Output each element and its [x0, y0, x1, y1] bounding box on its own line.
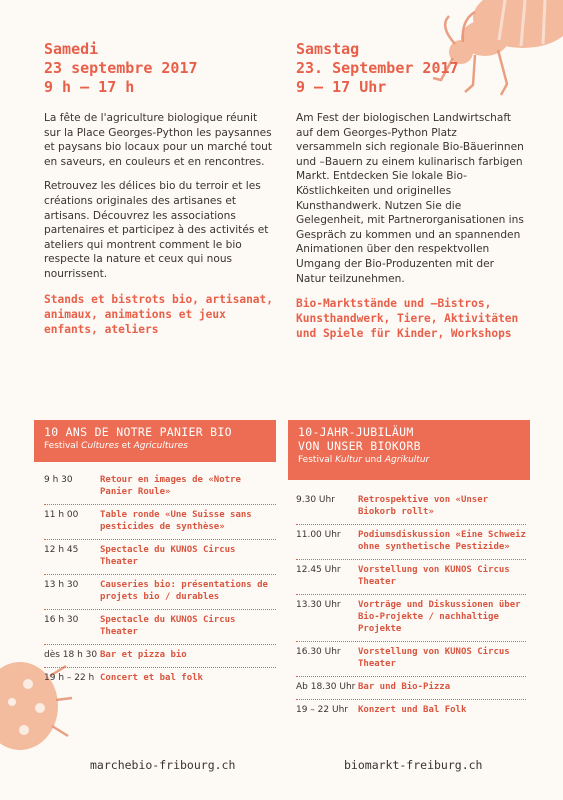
right-program-header: [288, 420, 530, 480]
right-column: [296, 40, 526, 341]
left-column: [44, 40, 276, 337]
left-highlight: Stands et bistrots bio, artisanat, animaux, animations et jeux enfants, ateliers: [44, 292, 274, 336]
schedule-row: 13 h 30 Causeries bio: présentations de projets bio / durables: [44, 575, 276, 610]
right-highlight: Bio-Marktstände und –Bistros, Kunsthandwerk, Tiere, Aktivitäten und Spiele für Kinder, Workshops: [296, 297, 519, 341]
left-schedule: [44, 470, 276, 690]
left-band-subtitle: Festival Cultures et Agricultures: [44, 441, 188, 451]
right-band-title-2: VON UNSER BIOKORB: [298, 439, 421, 453]
schedule-row: 12 h 45 Spectacle du KUNOS Circus Theater: [44, 540, 276, 575]
right-paragraph-1: Am Fest der biologischen Landwirtschaft auf dem Georges-Python Platz versammeln sich regionale Bio-Bäuerinnen und –Bauern zu einem kulinarisch farbigen Markt. Entdecken Sie lokale Bio-Köstlichkeiten und originelles Kunsthandwerk. Nutzen Sie die Gelegenheit, mit Partnerorganisationen ins Gespräch zu kommen und an spannenden Animationen über den respektvollen Umgang der Bio-Produzenten mit der Natur teilzunehmen.: [296, 112, 524, 285]
schedule-row: 19 – 22 Uhr Konzert und Bal Folk: [296, 705, 467, 715]
schedule-row: 11 h 00 Table ronde «Une Suisse sans pesticides de synthèse»: [44, 505, 276, 540]
schedule-row: 9.30 Uhr Retrospektive von «Unser Biokorb rollt»: [296, 490, 526, 525]
right-schedule: [296, 490, 526, 722]
schedule-row: 9 h 30 Retour en images de «Notre Panier Roule»: [44, 470, 276, 505]
schedule-row: 13.30 Uhr Vorträge und Diskussionen über Bio-Projekte / nachhaltige Projekte: [296, 595, 526, 642]
schedule-row: 16 h 30 Spectacle du KUNOS Circus Theater: [44, 610, 276, 645]
left-paragraph-2: Retrouvez les délices bio du terroir et les créations originales des artisanes et artisans. Découvrez les associations partenaires et participez à des activités et ateliers qui montrent comment le bio respecte la nature et ceux qui nous nourrissent.: [44, 180, 269, 280]
left-website-link[interactable]: marchebio-fribourg.ch: [90, 758, 236, 772]
right-band-subtitle: Festival Kultur und Agrikultur: [298, 455, 430, 465]
right-website-link[interactable]: biomarkt-freiburg.ch: [344, 758, 483, 772]
left-band-title: 10 ANS DE NOTRE PANIER BIO: [44, 425, 232, 439]
left-paragraph-1: La fête de l'agriculture biologique réunit sur la Place Georges-Python les paysannes et paysans bio locaux pour un marché tout en saveurs, en couleurs et en rencontres.: [44, 112, 273, 168]
left-date: 23 septembre 2017: [44, 59, 198, 77]
right-day: Samstag: [296, 40, 360, 58]
left-program-header: [34, 420, 276, 462]
schedule-row: dès 18 h 30 Bar et pizza bio: [44, 645, 276, 668]
right-time: 9 – 17 Uhr: [296, 78, 387, 96]
left-time: 9 h – 17 h: [44, 78, 135, 96]
right-date: 23. September 2017: [296, 59, 459, 77]
schedule-row: Ab 18.30 Uhr Bar und Bio-Pizza: [296, 677, 526, 700]
left-day: Samedi: [44, 40, 99, 58]
schedule-row: 16.30 Uhr Vorstellung von KUNOS Circus Theater: [296, 642, 526, 677]
schedule-row: 12.45 Uhr Vorstellung von KUNOS Circus Theater: [296, 560, 526, 595]
schedule-row: 19 h – 22 h Concert et bal folk: [44, 673, 203, 683]
schedule-row: 11.00 Uhr Podiumsdiskussion «Eine Schweiz ohne synthetische Pestizide»: [296, 525, 526, 560]
right-band-title-1: 10-JAHR-JUBILÄUM: [298, 425, 414, 439]
